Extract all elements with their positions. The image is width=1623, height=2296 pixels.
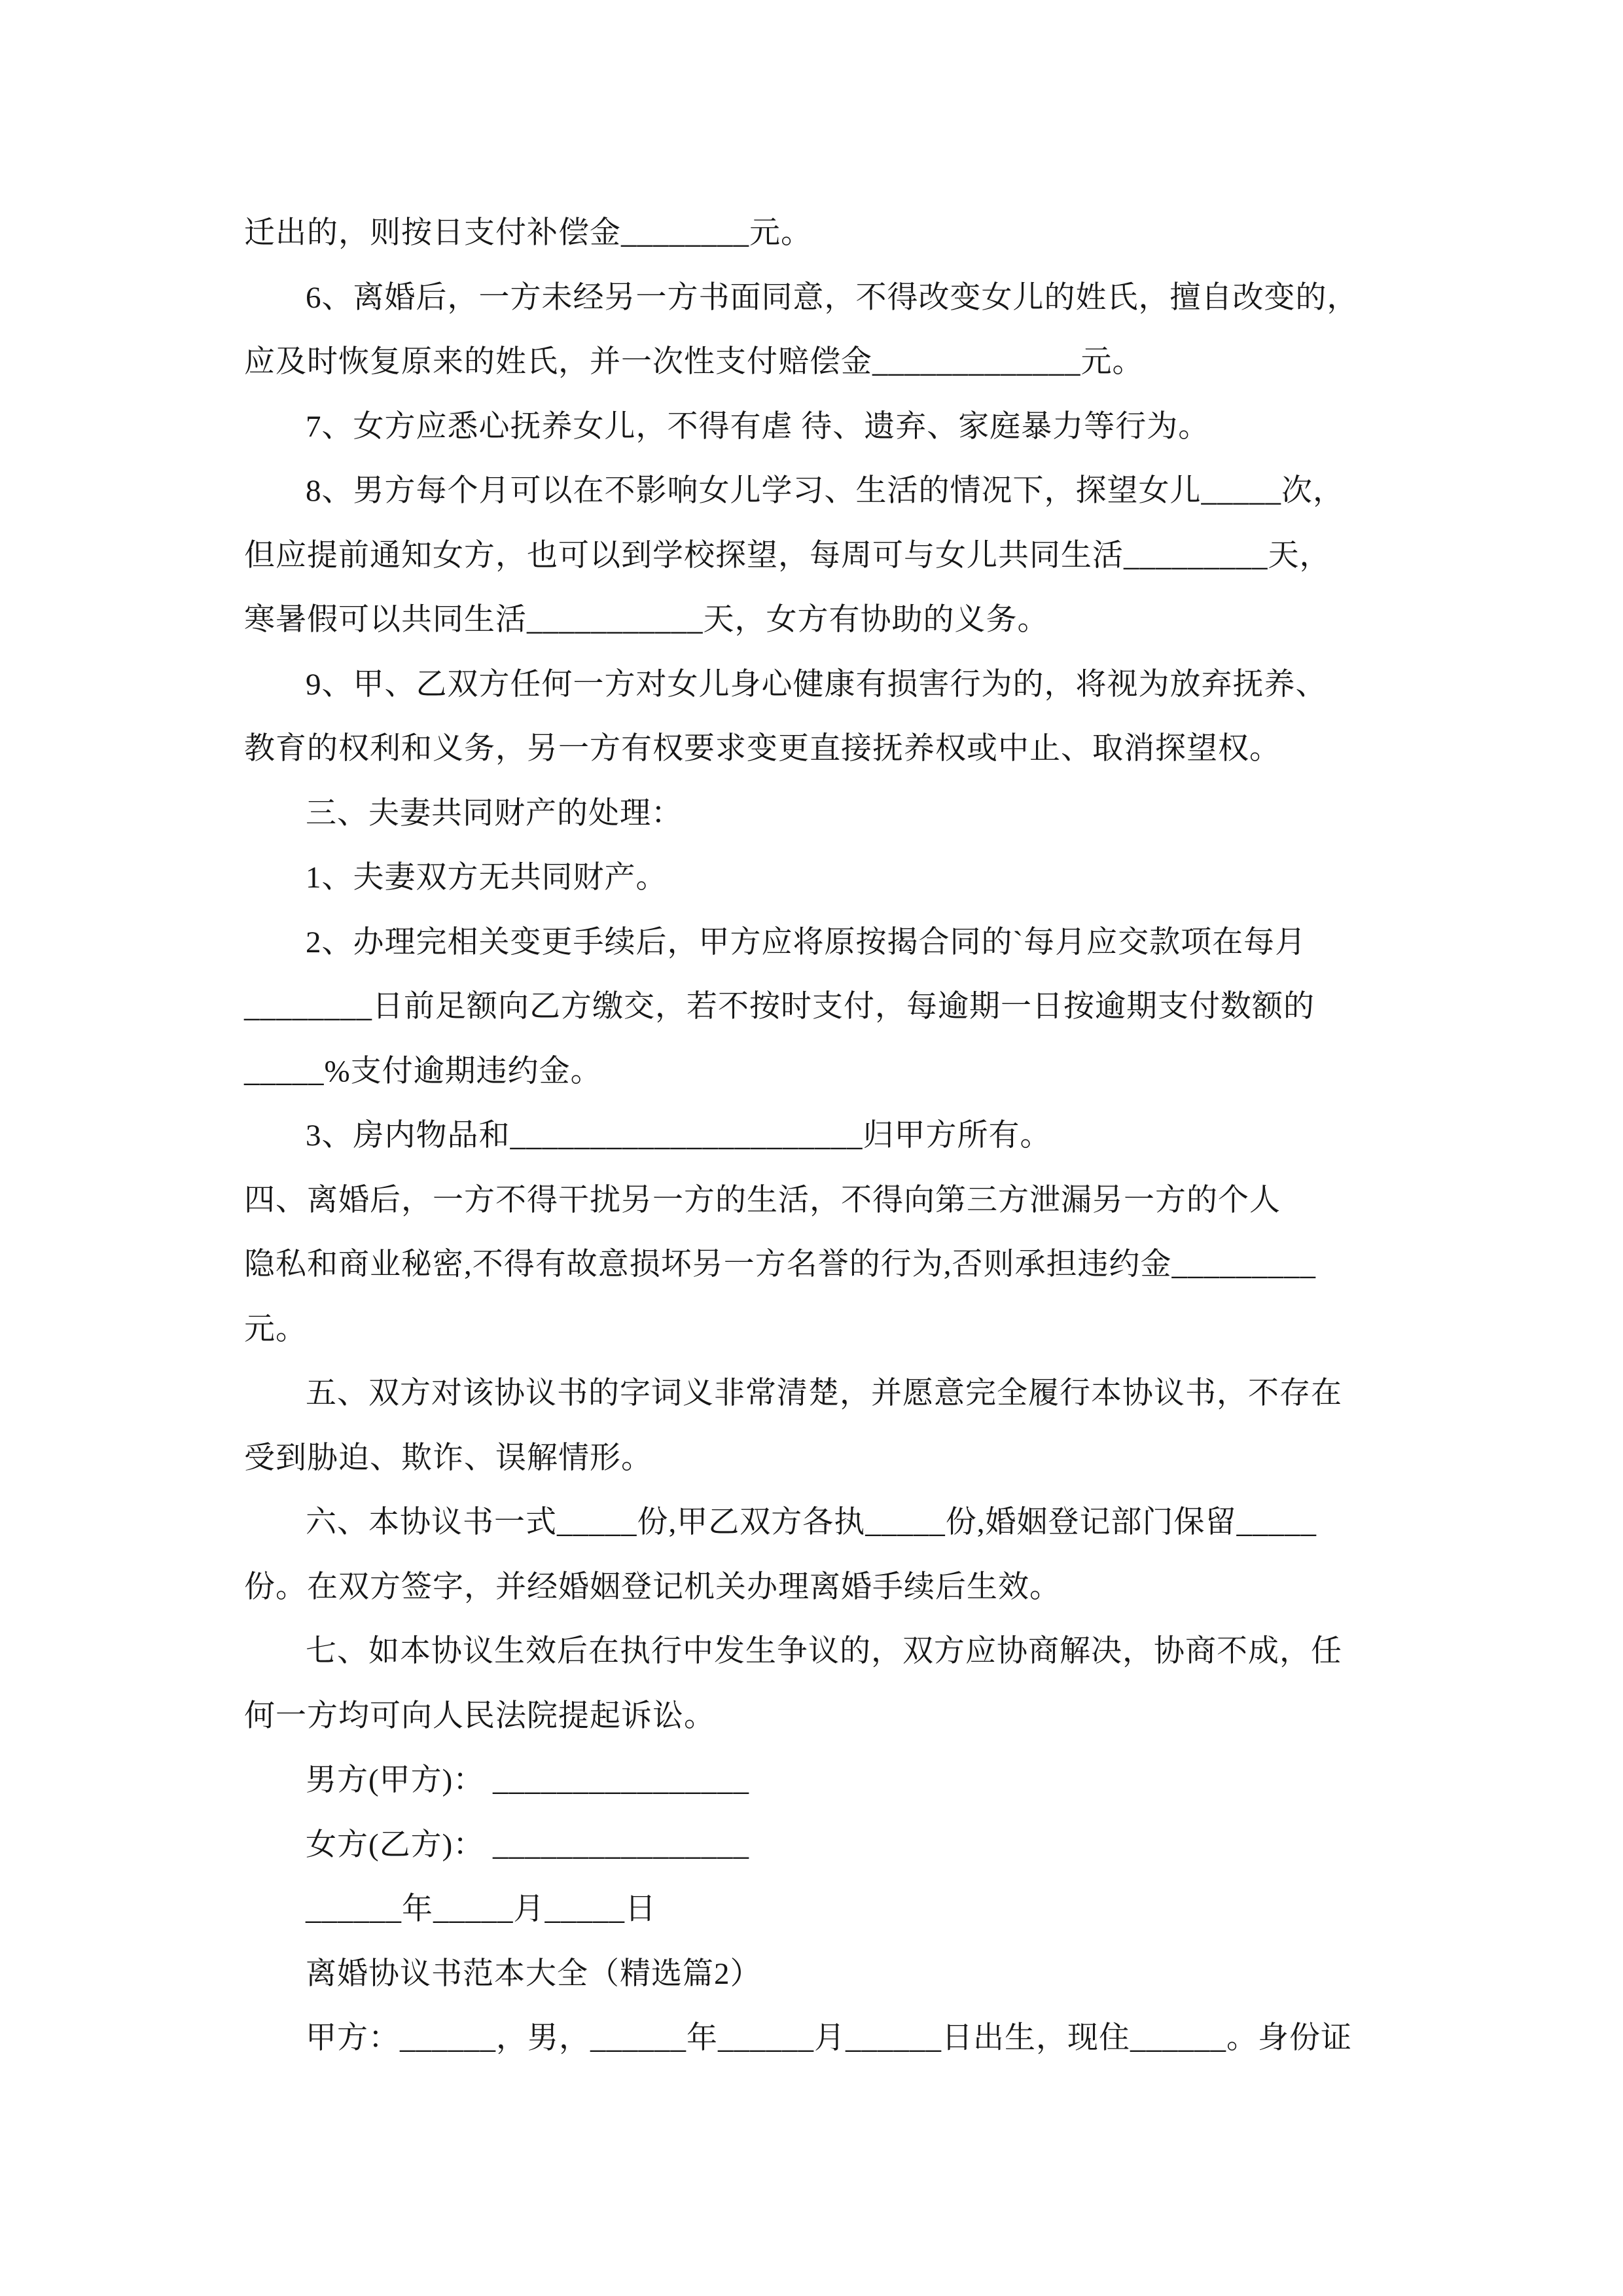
document-line: 9、甲、乙双方任何一方对女儿身心健康有损害行为的，将视为放弃抚养、: [306, 667, 1327, 702]
document-line: 应及时恢复原来的姓氏，并一次性支付赔偿金_____________元。: [244, 345, 1144, 379]
document-line: ________日前足额向乙方缴交，若不按时支付，每逾期一日按逾期支付数额的: [244, 990, 1315, 1024]
document-line: 四、离婚后，一方不得干扰另一方的生活，不得向第三方泄漏另一方的个人: [244, 1183, 1281, 1217]
document-line: 何一方均可向人民法院提起诉讼。: [244, 1698, 715, 1733]
document-line: 受到胁迫、欺诈、误解情形。: [244, 1441, 652, 1475]
document-line: 女方(乙方)： ________________: [306, 1827, 750, 1862]
document-line: _____%支付逾期违约金。: [244, 1054, 602, 1088]
document-line: 隐私和商业秘密,不得有故意损坏另一方名誉的行为,否则承担违约金_________: [244, 1247, 1316, 1282]
document-line: 寒暑假可以共同生活___________天，女方有协助的义务。: [244, 603, 1049, 637]
document-line: 甲方：______，男，______年______月______日出生，现住______。身份证: [306, 2021, 1352, 2055]
document-line: 2、办理完相关变更手续后，甲方应将原按揭合同的`每月应交款项在每月: [306, 925, 1307, 960]
document-line: 五、双方对该协议书的字词义非常清楚，并愿意完全履行本协议书，不存在: [306, 1376, 1342, 1410]
document-line: 三、夫妻共同财产的处理：: [306, 796, 683, 831]
document-line: 六、本协议书一式_____份,甲乙双方各执_____份,婚姻登记部门保留_____: [306, 1505, 1317, 1539]
document-line: 8、男方每个月可以在不影响女儿学习、生活的情况下，探望女儿_____次，: [306, 474, 1344, 508]
document-line: 七、如本协议生效后在执行中发生争议的，双方应协商解决，协商不成，任: [306, 1634, 1342, 1668]
document-line: 迁出的，则按日支付补偿金________元。: [244, 216, 812, 250]
document-line: 教育的权利和义务，另一方有权要求变更直接抚养权或中止、取消探望权。: [244, 732, 1281, 766]
document-body: [244, 201, 1386, 2071]
document-line: 6、离婚后，一方未经另一方书面同意，不得改变女儿的姓氏，擅自改变的，: [306, 280, 1359, 315]
document-line: 1、夫妻双方无共同财产。: [306, 861, 668, 895]
document-line: ______年_____月_____日: [306, 1892, 656, 1926]
document-line: 份。在双方签字，并经婚姻登记机关办理离婚手续后生效。: [244, 1570, 1061, 1604]
document-line: 男方(甲方)： ________________: [306, 1763, 750, 1797]
document-line: 7、女方应悉心抚养女儿，不得有虐 待、遗弃、家庭暴力等行为。: [306, 409, 1210, 444]
document-line: 但应提前通知女方，也可以到学校探望，每周可与女儿共同生活_________天，: [244, 538, 1331, 573]
document-line: 元。: [244, 1312, 307, 1346]
document-line: 离婚协议书范本大全（精选篇2）: [306, 1956, 762, 1991]
document-line: 3、房内物品和______________________归甲方所有。: [306, 1119, 1052, 1153]
